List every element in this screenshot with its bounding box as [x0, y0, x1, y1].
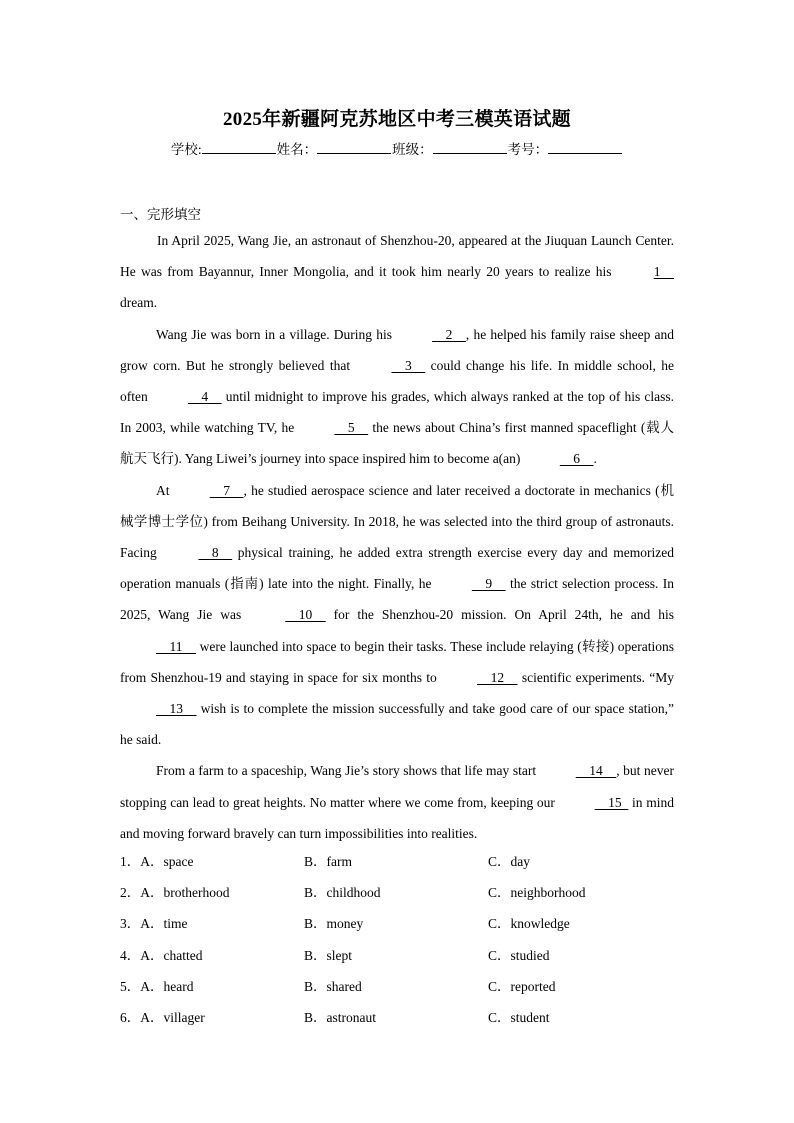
exam-title: 2025年新疆阿克苏地区中考三模英语试题 [222, 109, 571, 130]
blank-12: 12 [477, 669, 518, 685]
student-info-line [0, 138, 794, 158]
school-blank[interactable] [202, 141, 276, 154]
passage-text: At [156, 482, 174, 498]
blank-1: 1 [653, 264, 674, 280]
exam-id-blank[interactable] [548, 141, 622, 154]
passage-text: . [593, 451, 597, 467]
option-b[interactable]: B．astronaut [304, 1009, 376, 1025]
passage-text: , he studied aerospace science and later received a doctorate in mechanics (机械学博士学位) from Beihang University. In 2018, he was selected into the third group of astronauts. Facing [120, 482, 674, 561]
option-c[interactable]: C．student [488, 1009, 550, 1025]
exam-id-label: 考号： [507, 142, 549, 157]
option-a[interactable]: 4．A．chatted [120, 947, 203, 963]
class-blank[interactable] [433, 141, 507, 154]
option-b[interactable]: B．slept [304, 947, 353, 963]
blank-3: 3 [391, 357, 426, 373]
option-b[interactable]: B．shared [304, 978, 362, 994]
passage-paragraph-2 [120, 319, 674, 475]
blank-11: 11 [156, 638, 196, 654]
passage-text: From a farm to a spaceship, Wang Jie’s story shows that life may start [156, 763, 540, 779]
passage-text: for the Shenzhou-20 mission. On April 24th, he and his [325, 607, 674, 623]
question-6-options [120, 1002, 674, 1033]
passage-text: scientific experiments. “My [517, 669, 674, 685]
name-label: 姓名： [276, 142, 318, 157]
school-label: 学校: [170, 142, 202, 157]
option-c[interactable]: C．day [488, 854, 530, 869]
option-c[interactable]: C．reported [488, 978, 556, 994]
name-blank[interactable] [317, 141, 391, 154]
answer-options [120, 846, 674, 1033]
passage-text: until midnight to improve his grades, which always ranked at the top of his class. In 2003, while watching TV, he [120, 389, 674, 436]
option-a[interactable]: 6．A．villager [120, 1009, 205, 1025]
passage-text: , but never stopping can lead to great heights. No matter where we come from, keeping our [120, 763, 675, 810]
option-b[interactable]: B．money [304, 916, 364, 932]
question-1-options [120, 846, 674, 877]
blank-13: 13 [156, 701, 197, 717]
passage-text: the strict selection process. In 2025, Wang Jie was [120, 576, 675, 623]
question-5-options [120, 971, 674, 1002]
blank-6: 6 [559, 451, 594, 467]
section-heading: 一、完形填空 [120, 207, 201, 222]
passage-text: In April 2025, Wang Jie, an astronaut of Shenzhou-20, appeared at the Jiuquan Launch Center. He was from Bayannur, Inner Mongolia, and it took him nearly 20 years to realize his [120, 233, 674, 280]
cloze-passage [120, 225, 674, 849]
passage-text: dream. [120, 295, 158, 311]
passage-paragraph-1 [120, 225, 674, 319]
option-a[interactable]: 3．A．time [120, 916, 188, 932]
passage-text: physical training, he added extra strength exercise every day and memorized operation manuals (指南) late into the night. Finally, he [120, 545, 674, 592]
option-a[interactable]: 1．A．space [120, 854, 194, 869]
passage-paragraph-4 [120, 755, 674, 849]
option-b[interactable]: B．childhood [304, 885, 381, 901]
blank-10: 10 [285, 607, 326, 623]
blank-8: 8 [198, 545, 233, 561]
option-c[interactable]: C．studied [488, 947, 550, 963]
passage-text: were launched into space to begin their tasks. These include relaying (转接) operations from Shenzhou-19 and staying in space for six months to [120, 638, 674, 685]
option-a[interactable]: 2．A．brotherhood [120, 885, 230, 901]
option-b[interactable]: B．farm [304, 854, 352, 869]
blank-14: 14 [575, 763, 617, 779]
blank-15: 15 [594, 794, 629, 810]
question-4-options [120, 940, 674, 971]
option-a[interactable]: 5．A．heard [120, 978, 194, 994]
blank-7: 7 [209, 482, 244, 498]
question-2-options [120, 877, 674, 908]
passage-text: the news about China’s first manned spaceflight (载人航天飞行). Yang Liwei’s journey into space inspired him to become a(an) [120, 420, 674, 467]
question-3-options [120, 908, 674, 939]
blank-5: 5 [334, 420, 369, 436]
passage-text: wish is to complete the mission successfully and take good care of our space station,” he said. [120, 701, 674, 748]
passage-text: in mind and moving forward bravely can turn impossibilities into realities. [120, 794, 674, 841]
passage-text: Wang Jie was born in a village. During his [156, 326, 397, 342]
passage-text: could change his life. In middle school, he often [120, 357, 674, 405]
option-c[interactable]: C．neighborhood [488, 885, 586, 901]
option-c[interactable]: C．knowledge [488, 916, 570, 932]
blank-4: 4 [187, 389, 222, 405]
passage-text: , he helped his family raise sheep and grow corn. But he strongly believed that [120, 326, 675, 373]
class-label: 班级： [392, 142, 433, 157]
passage-paragraph-3 [120, 475, 674, 756]
blank-2: 2 [432, 326, 466, 342]
blank-9: 9 [471, 576, 506, 592]
